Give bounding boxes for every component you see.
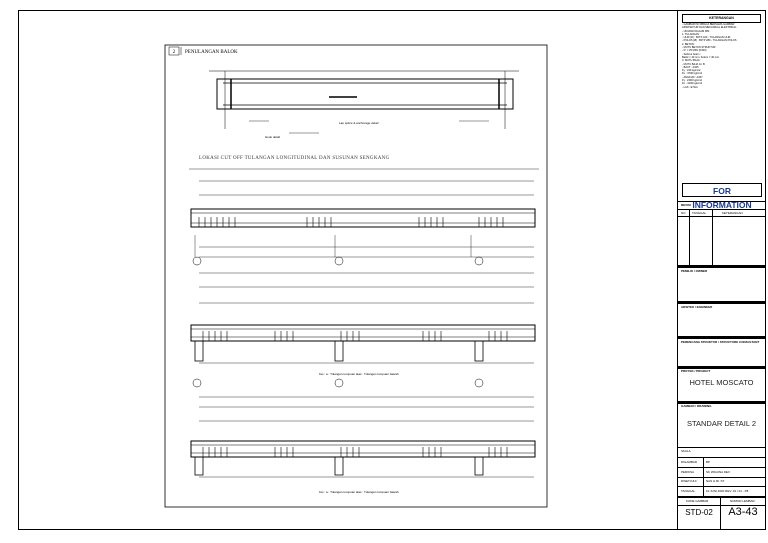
for-information-stamp: FOR INFORMATION [682,183,762,197]
drawing-area [19,11,675,529]
code-label: KODE GAMBAR [686,499,709,503]
info-row-value: BP [706,460,711,464]
beam-row-2 [191,257,535,363]
note-line: 3. MUTU BAJA : [682,59,701,63]
note-line: - MUTU BETON STRUKTUR [682,46,716,50]
note-line: Fy : 240 kg/cm2 [682,69,701,73]
note-line: - GAMBAR INI DIBACA BERSAMA GAMBAR [682,23,735,26]
note-line: Fy : 2400 kg/cm2 [682,79,702,83]
info-row-key: PERIKSA [681,469,695,474]
info-row-value: 10 JUNI 2020 REV. 01 / 01 - P8 [706,488,749,493]
notes-list [682,23,764,89]
note-line: - UKURAN DALAM MM [682,29,710,33]
note-line: - BAUT : A325 [682,65,699,69]
note-line: - fc' = 25 MPa (K300) [682,49,707,53]
note-line: - ULIR (D) : BJTS 420 - TULANGAN ULIR [682,36,731,40]
note-line: - POLOS (Ø) : BJTP 280 - TULANGAN POLOS [682,39,737,43]
structure-label: PERENCANA STRUKTUR / STRUCTURE CONSULTANT [681,340,760,344]
note-line: 1. TULANGAN : [682,32,701,36]
info-row-value: SK WIGUNA DEV [706,469,731,474]
rev-col-no: NO [681,211,686,215]
note-line: Fu : 3700 kg/cm2 [682,72,703,76]
note-line: Balok = 40 mm, Kolom = 40 mm [682,55,720,59]
revision-label: REVISI [681,203,691,207]
rev-col-desc: KETERANGAN [722,211,743,215]
section-number: 2 [172,50,176,55]
section-title: PENULANGAN BALOK [185,50,238,55]
scale-label: SKALA [681,449,691,453]
lap-splice-note: Lap splice & anchorage detail [339,121,379,125]
drawing-name: STANDAR DETAIL 2 [686,419,757,428]
rev-col-date: TANGGAL [692,211,707,215]
note-line: 2. BETON : [682,42,696,46]
sheet-label: NOMOR LEMBAR [730,499,755,503]
beam-row-3 [191,379,535,477]
note-line: ARSITEKTUR DAN MEKANIKAL ELEKTRIKAL [682,26,737,30]
sheet-number: A3-43 [728,506,758,518]
notes-header: KETERANGAN [682,14,761,23]
info-row-key: TANGGAL [681,488,696,493]
caption-row-3: Ket : a : Tulangan tumpuan atas : Tulangan tumpuan bawah [319,490,399,494]
drawing-code: STD-02 [685,508,713,517]
owner-label: PEMILIK / OWNER [681,269,708,273]
note-line: - LAS : E70xx [682,85,698,89]
project-label: PROYEK / PROJECT [681,369,711,373]
note-line: - Selimut beton : [682,52,701,56]
note-line: Fu : 4100 kg/cm2 [682,82,703,86]
info-row-key: DISETUJUI [681,479,697,483]
note-line: - ANGKUR : A307 [682,75,703,79]
hook-detail-note: Hook detail [265,135,281,139]
caption-row-2: Ket : a : Tulangan tumpuan atas : Tulangan tumpuan bawah [319,372,399,376]
info-row-value: NAS & IR. ST [706,479,725,483]
drawing-sheet [18,10,766,530]
note-line: - MUTU BAJA Gr. B [682,62,705,66]
project-name: HOTEL MOSCATO [689,378,754,387]
cutoff-subtitle: LOKASI CUT OFF TULANGAN LONGITUDINAL DAN SUSUNAN SENGKANG [199,156,390,161]
drawing-label: GAMBAR / DRAWING [681,404,712,408]
info-row-key: DIGAMBAR [681,460,698,464]
beam-row-1 [189,169,539,257]
architect-label: ARSITEK / ENGINEER [681,305,713,309]
title-block [677,11,765,529]
beam-reinforcement-drawing [19,11,675,529]
